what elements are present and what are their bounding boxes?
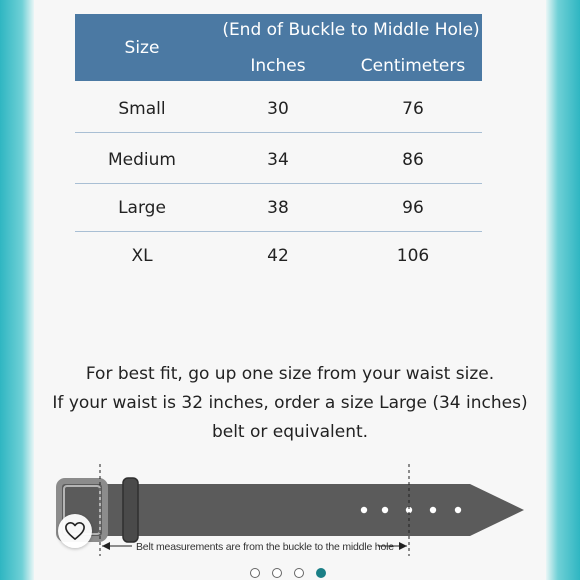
belt-hole [382, 507, 388, 513]
cell-cm: 86 [402, 150, 424, 170]
belt-hole [361, 507, 367, 513]
carousel-dot-3[interactable] [294, 568, 304, 578]
heart-icon [64, 521, 86, 541]
header-size: Size [124, 38, 160, 58]
fit-note-line-1: For best fit, go up one size from your waist size. [85, 364, 495, 384]
cell-cm: 76 [402, 99, 424, 119]
header-measure-note: (End of Buckle to Middle Hole) [222, 20, 480, 40]
table-row [75, 184, 482, 232]
header-inches: Inches [250, 56, 306, 76]
table-row [75, 85, 482, 133]
carousel-pagination [250, 568, 326, 578]
cell-cm: 96 [402, 198, 424, 218]
belt-loop [123, 478, 138, 542]
cell-inches: 30 [267, 99, 289, 119]
fit-note-line-3: belt or equivalent. [211, 422, 369, 442]
belt-hole [430, 507, 436, 513]
cell-inches: 34 [267, 150, 289, 170]
table-row [75, 232, 482, 280]
row-divider [75, 132, 482, 133]
cell-size: XL [131, 246, 153, 266]
cell-size: Small [118, 99, 166, 119]
table-row [75, 136, 482, 184]
like-button[interactable] [58, 514, 92, 548]
belt-diagram-caption: Belt measurements are from the buckle to the middle hole [136, 541, 394, 553]
header-centimeters: Centimeters [360, 56, 466, 76]
cell-cm: 106 [396, 246, 430, 266]
belt-hole [455, 507, 461, 513]
carousel-dot-1[interactable] [250, 568, 260, 578]
cell-inches: 42 [267, 246, 289, 266]
carousel-dot-4-active[interactable] [316, 568, 326, 578]
size-table-header [75, 14, 482, 81]
cell-size: Medium [108, 150, 176, 170]
cell-inches: 38 [267, 198, 289, 218]
cell-size: Large [118, 198, 166, 218]
fit-note-line-2: If your waist is 32 inches, order a size Large (34 inches) [52, 393, 528, 413]
carousel-dot-2[interactable] [272, 568, 282, 578]
